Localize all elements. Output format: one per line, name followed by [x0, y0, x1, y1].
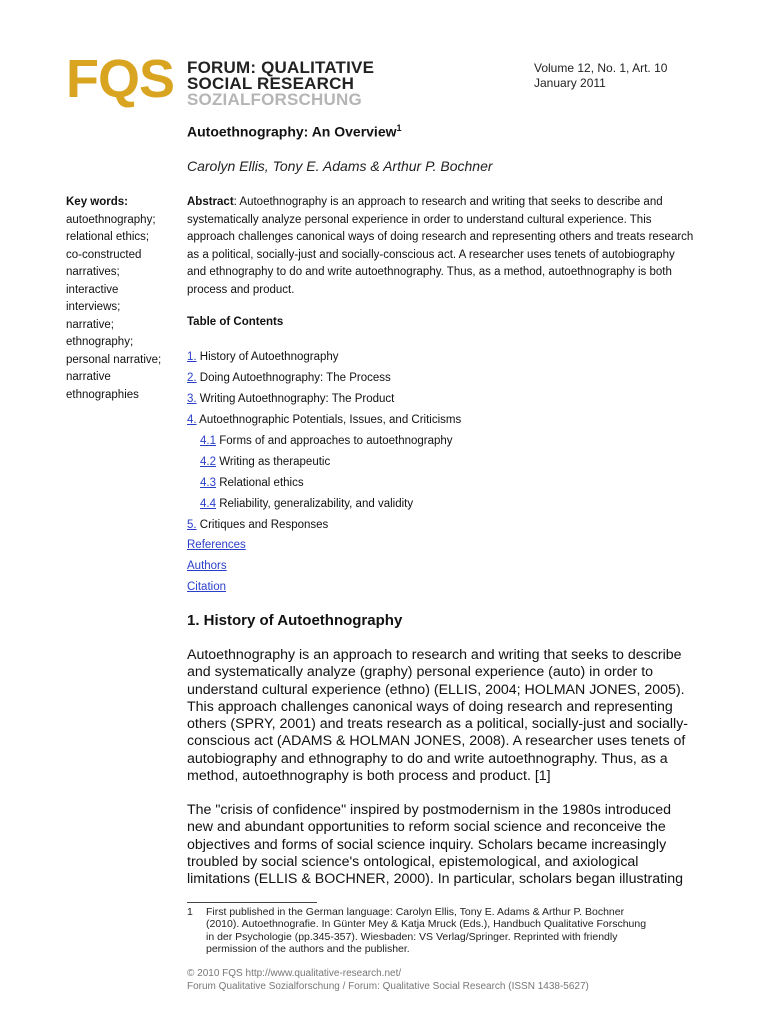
abstract-line: approach challenges canonical ways of doing research and representing others and treats research	[187, 231, 694, 243]
toc-item-label: Forms of and approaches to autoethnography	[219, 435, 453, 447]
article-title-text: Autoethnography: An Overview	[187, 123, 397, 140]
toc-item-number[interactable]: 5.	[187, 519, 197, 531]
toc-item[interactable]	[187, 350, 339, 364]
keyword-item: autoethnography;	[66, 213, 156, 226]
abstract-line: process and product.	[187, 283, 295, 296]
paragraph-line: Autoethnography is an approach to research and writing that seeks to describe	[187, 647, 682, 663]
toc-item-number[interactable]: 1.	[187, 351, 197, 363]
toc-link-references[interactable]: References	[187, 539, 246, 551]
toc-subitem[interactable]	[200, 434, 453, 448]
footnote-line: in der Psychologie (pp.345-357). Wiesbaden: VS Verlag/Springer. Reprinted with friendly	[206, 930, 618, 943]
footnote-text	[206, 906, 707, 956]
toc-item-number[interactable]: 4.4	[200, 498, 216, 510]
toc-item-number[interactable]: 2.	[187, 372, 197, 384]
journal-name	[187, 60, 374, 108]
paragraph-line: troubled by social science's ontological, epistemological, and axiological	[187, 853, 639, 870]
paragraph-line: new and abundant opportunities to reform social science and reconceive the	[187, 819, 666, 836]
body-paragraph-2	[187, 802, 707, 888]
toc-item-number[interactable]: 4.2	[200, 456, 216, 468]
toc-item-number[interactable]: 4.1	[200, 435, 216, 447]
toc-item-label: Critiques and Responses	[199, 519, 329, 531]
keyword-item: narratives;	[66, 266, 120, 278]
abstract	[187, 194, 707, 299]
toc-item-number[interactable]: 3.	[187, 393, 197, 405]
toc-subitem[interactable]	[200, 497, 413, 511]
toc-link-citation[interactable]: Citation	[187, 581, 226, 593]
keywords-sidebar	[66, 194, 178, 404]
toc-item-label: Writing as therapeutic	[219, 456, 331, 468]
footnote-divider	[187, 902, 317, 903]
paragraph-line: conscious act (ADAMS & HOLMAN JONES, 2008). A researcher uses tenets of	[187, 733, 686, 750]
paragraph-line: others (SPRY, 2001) and treats research as a political, socially-just and socially-	[187, 716, 689, 733]
section-heading: 1. History of Autoethnography	[187, 612, 403, 629]
footnote-number: 1	[187, 906, 193, 918]
toc-item-number[interactable]: 4.3	[200, 477, 216, 489]
footnote-line: First published in the German language: Carolyn Ellis, Tony E. Adams & Arthur P. Bochner	[206, 906, 625, 918]
paragraph-line: understand cultural experience (ethno) (ELLIS, 2004; HOLMAN JONES, 2005).	[187, 681, 685, 698]
fqs-logo: FQS	[66, 49, 175, 109]
toc-item[interactable]	[187, 392, 394, 406]
keyword-item: ethnography;	[66, 336, 134, 348]
toc-item[interactable]	[187, 518, 328, 532]
abstract-line: as a political, socially-just and socially-conscious act. A researcher uses tenets of autobiography	[187, 248, 675, 261]
paragraph-line: objectives and forms of social science inquiry. Scholars became increasingly	[187, 836, 667, 853]
keyword-item: narrative	[66, 371, 111, 383]
paragraph-line: limitations (ELLIS & BOCHNER, 2000). In particular, scholars began illustrating	[187, 871, 683, 888]
keyword-item: interviews;	[66, 301, 121, 313]
toc-item[interactable]	[187, 371, 391, 385]
journal-name-line1: FORUM: QUALITATIVE	[187, 58, 375, 77]
issue-date: January 2011	[534, 76, 606, 90]
abstract-line: systematically analyze personal experience in order to understand cultural experience. This	[187, 213, 652, 226]
toc-item-label: Reliability, generalizability, and validity	[219, 498, 414, 510]
toc-item-number[interactable]: 4.	[187, 414, 197, 426]
keyword-item: co-constructed	[66, 248, 142, 261]
abstract-label: Abstract	[187, 196, 234, 208]
page-footer	[187, 967, 589, 993]
paragraph-line: This approach challenges canonical ways of doing research and representing	[187, 698, 673, 715]
journal-name-line3: SOZIALFORSCHUNG	[187, 90, 362, 109]
volume-info	[534, 61, 667, 91]
footnote-line: permission of the authors and the publisher.	[206, 943, 410, 956]
keyword-item: narrative;	[66, 318, 114, 331]
toc-link-authors[interactable]: Authors	[187, 560, 227, 572]
paragraph-line: method, autoethnography is both process and product. [1]	[187, 768, 551, 785]
copyright-line: © 2010 FQS http://www.qualitative-research.net/	[187, 968, 402, 979]
footnote-line: (2010). Autoethnografie. In Günter Mey & Katja Mruck (Eds.), Handbuch Qualitative Forschung	[206, 918, 647, 931]
body-paragraph-1	[187, 647, 707, 785]
toc-subitem[interactable]	[200, 455, 330, 469]
article-authors: Carolyn Ellis, Tony E. Adams & Arthur P. Bochner	[187, 158, 493, 174]
volume-number: Volume 12, No. 1, Art. 10	[534, 61, 668, 75]
title-footnote-marker[interactable]: 1	[396, 123, 402, 133]
article-title	[187, 123, 402, 140]
keyword-item: personal narrative;	[66, 353, 162, 366]
keyword-item: relational ethics;	[66, 231, 150, 243]
footnote	[187, 906, 707, 956]
paragraph-line: and systematically analyze (graphy) personal experience (auto) in order to	[187, 664, 654, 681]
journal-name-line2: SOCIAL RESEARCH	[187, 74, 355, 93]
paragraph-line: The "crisis of confidence" inspired by postmodernism in the 1980s introduced	[187, 802, 672, 818]
toc-item[interactable]	[187, 413, 461, 427]
abstract-line: and ethnography to do and write autoethnography. Thus, as a method, autoethnography is both	[187, 266, 672, 278]
toc-item-label: Relational ethics	[219, 477, 304, 489]
paragraph-line: autobiography and ethnography to do and write autoethnography. Thus, as a	[187, 750, 668, 767]
toc-heading: Table of Contents	[187, 316, 284, 328]
toc-item-label: Writing Autoethnography: The Product	[199, 393, 395, 405]
toc-subitem[interactable]	[200, 476, 304, 490]
keywords-heading: Key words:	[66, 196, 128, 208]
toc-item-label: History of Autoethnography	[199, 351, 339, 363]
issn-line: Forum Qualitative Sozialforschung / Forum: Qualitative Social Research (ISSN 1438-5627)	[187, 981, 589, 992]
abstract-line	[187, 194, 707, 212]
toc-item-label: Autoethnographic Potentials, Issues, and Criticisms	[199, 414, 462, 426]
toc-item-label: Doing Autoethnography: The Process	[199, 372, 391, 384]
keyword-item: ethnographies	[66, 388, 139, 401]
keyword-item: interactive	[66, 283, 119, 296]
abstract-text: : Autoethnography is an approach to research and writing that seeks to describe and	[233, 196, 663, 208]
